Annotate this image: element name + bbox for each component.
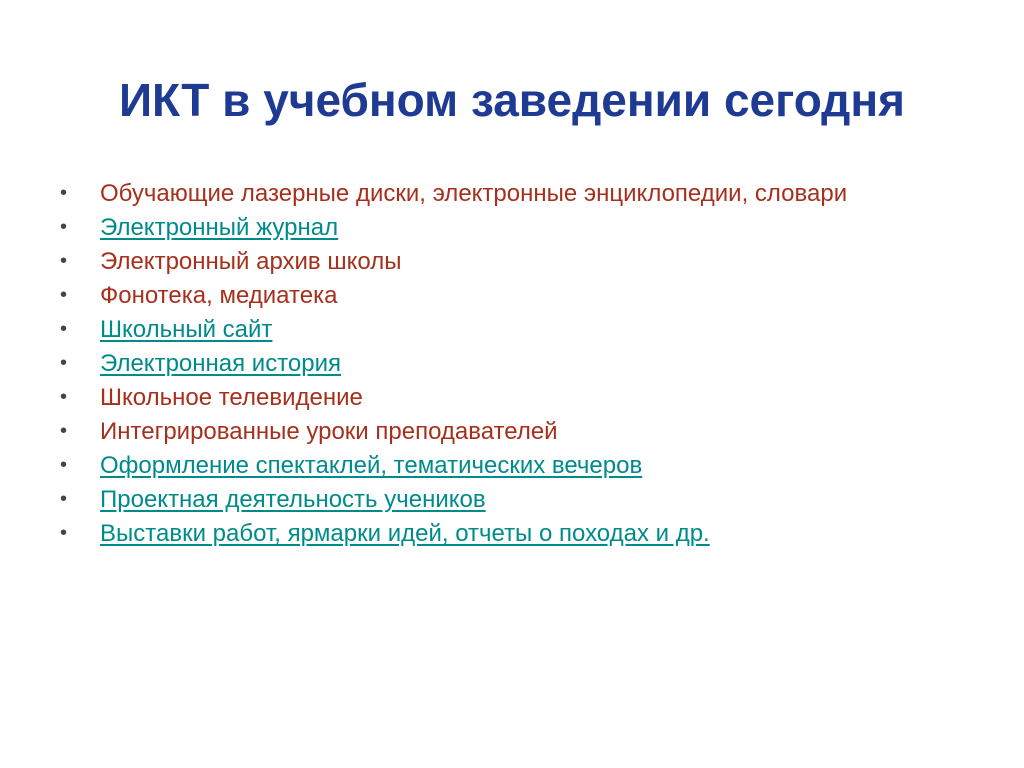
list-item[interactable] (60, 452, 960, 479)
bullet-icon: • (60, 488, 68, 510)
list-item-text: Интегрированные уроки преподавателей (100, 418, 558, 445)
bullet-icon: • (60, 352, 68, 374)
list-item (60, 180, 960, 207)
list-item-link[interactable]: Электронная история (100, 350, 342, 377)
list-item-text: Школьное телевидение (100, 384, 363, 411)
bullet-icon: • (60, 250, 68, 272)
list-item-link[interactable]: Проектная деятельность учеников (100, 486, 486, 513)
list-item-link[interactable]: Оформление спектаклей, тематических вечеров (100, 452, 643, 479)
bullet-icon: • (60, 284, 68, 306)
list-item[interactable] (60, 316, 960, 343)
list-item (60, 282, 960, 309)
bullet-icon: • (60, 386, 68, 408)
list-item-link[interactable]: Электронный журнал (100, 214, 339, 241)
slide-title: ИКТ в учебном заведении сегодня (118, 74, 906, 126)
bullet-icon: • (60, 522, 68, 544)
list-item[interactable] (60, 214, 960, 241)
list-item (60, 418, 960, 445)
bullet-icon: • (60, 454, 68, 476)
list-item-link[interactable]: Выставки работ, ярмарки идей, отчеты о походах и др. (100, 520, 710, 547)
list-item[interactable] (60, 486, 960, 513)
list-item[interactable] (60, 520, 960, 547)
list-item (60, 248, 960, 275)
list-item-text: Обучающие лазерные диски, электронные энциклопедии, словари (100, 180, 848, 207)
list-item[interactable] (60, 350, 960, 377)
bullet-icon: • (60, 182, 68, 204)
list-item-text: Фонотека, медиатека (100, 282, 338, 309)
list-item-link[interactable]: Школьный сайт (100, 316, 273, 343)
list-item (60, 384, 960, 411)
list-item-text: Электронный архив школы (100, 248, 402, 275)
bullet-icon: • (60, 318, 68, 340)
bullet-icon: • (60, 420, 68, 442)
bullet-list (60, 180, 960, 554)
bullet-icon: • (60, 216, 68, 238)
